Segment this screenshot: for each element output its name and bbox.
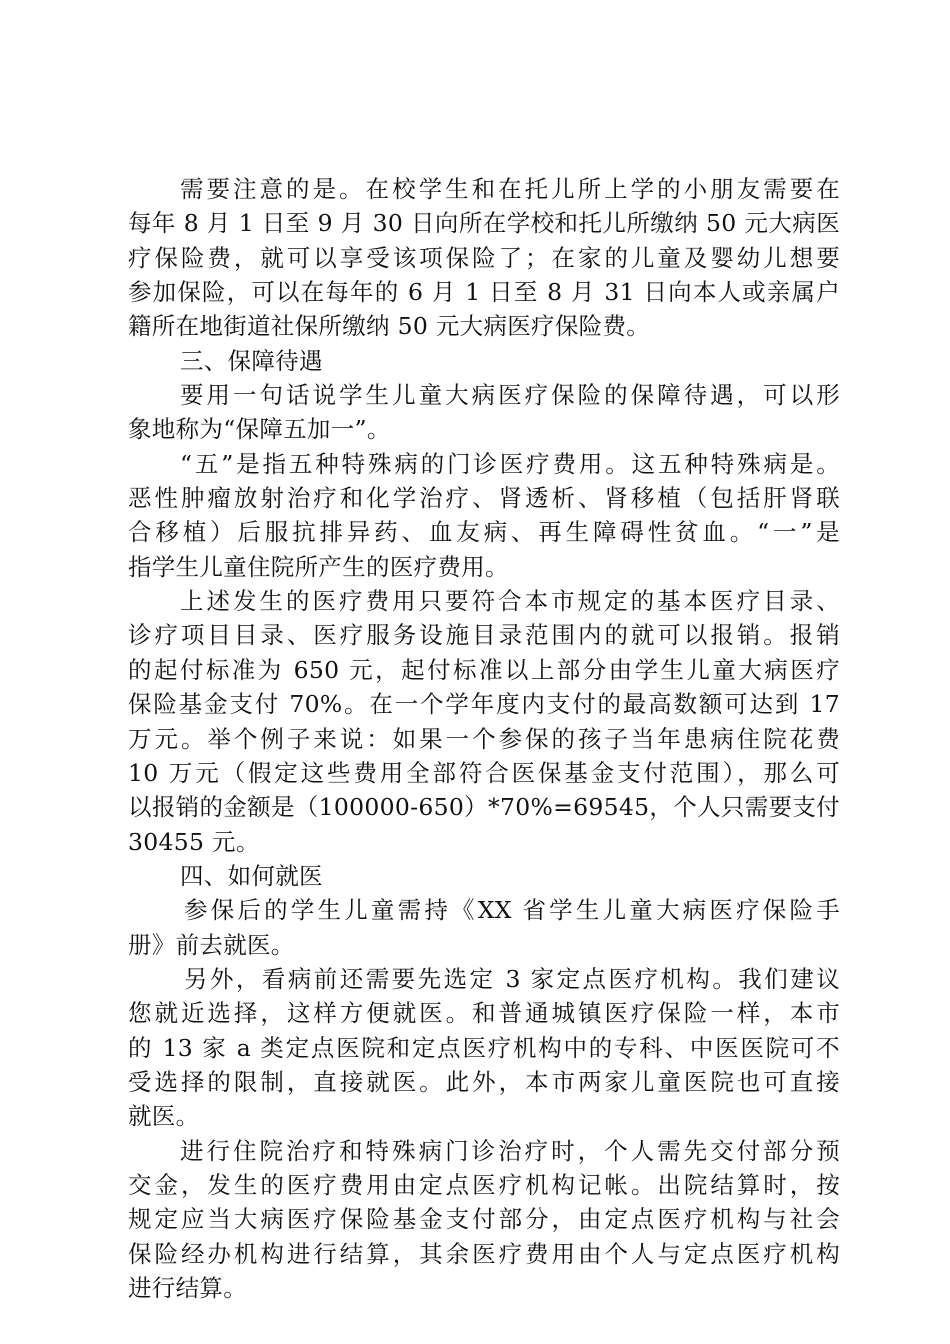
paragraph-line: 的 13 家 a 类定点医院和定点医疗机构中的专科、中医医院可不 (128, 1033, 840, 1062)
paragraph-line: 保险基金支付 70%。在一个学年度内支付的最高数额可达到 17 (128, 690, 840, 719)
paragraph-line: 象地称为“保障五加一”。 (128, 415, 391, 444)
paragraph-line: 交金，发生的医疗费用由定点医疗机构记帐。出院结算时，按 (128, 1170, 840, 1199)
paragraph-line: 籍所在地街道社保所缴纳 50 元大病医疗保险费。 (128, 312, 651, 341)
paragraph-line: 恶性肿瘤放射治疗和化学治疗、肾透析、肾移植（包括肝肾联 (128, 484, 840, 513)
paragraph-line: 您就近选择，这样方便就医。和普通城镇医疗保险一样，本市 (128, 999, 840, 1028)
paragraph-line: 30455 元。 (128, 827, 260, 856)
paragraph-line: 进行结算。 (128, 1274, 247, 1302)
paragraph-line: 册》前去就医。 (128, 930, 295, 959)
paragraph-line: “五”是指五种特殊病的门诊医疗费用。这五种特殊病是。 (180, 449, 840, 478)
paragraph-line: 受选择的限制，直接就医。此外，本市两家儿童医院也可直接 (128, 1067, 840, 1096)
paragraph-line: 保险经办机构进行结算，其余医疗费用由个人与定点医疗机构 (128, 1239, 840, 1268)
section-heading-4: 四、如何就医 (180, 861, 323, 890)
paragraph-line: 参保后的学生儿童需持《XX 省学生儿童大病医疗保险手 (184, 896, 840, 925)
paragraph-line: 规定应当大病医疗保险基金支付部分，由定点医疗机构与社会 (128, 1205, 840, 1234)
document-body (128, 172, 840, 1305)
paragraph-line: 另外，看病前还需要先选定 3 家定点医疗机构。我们建议 (184, 964, 840, 993)
paragraph-line: 需要注意的是。在校学生和在托儿所上学的小朋友需要在 (180, 175, 840, 203)
paragraph-line: 以报销的金额是（100000-650）*70%=69545，个人只需要支付 (128, 793, 840, 822)
paragraph-line: 10 万元（假定这些费用全部符合医保基金支付范围），那么可 (128, 758, 840, 787)
paragraph-line: 要用一句话说学生儿童大病医疗保险的保障待遇，可以形 (180, 381, 840, 410)
section-heading-3: 三、保障待遇 (180, 346, 323, 375)
paragraph-line: 进行住院治疗和特殊病门诊治疗时，个人需先交付部分预 (180, 1136, 840, 1165)
paragraph-line: 指学生儿童住院所产生的医疗费用。 (128, 552, 509, 581)
paragraph-line: 的起付标准为 650 元，起付标准以上部分由学生儿童大病医疗 (128, 655, 840, 684)
paragraph-line: 参加保险，可以在每年的 6 月 1 日至 8 月 31 日向本人或亲属户 (128, 278, 840, 307)
paragraph-line: 万元。举个例子来说：如果一个参保的孩子当年患病住院花费 (128, 724, 840, 753)
paragraph-line: 疗保险费，就可以享受该项保险了；在家的儿童及婴幼儿想要 (128, 243, 840, 272)
paragraph-line: 合移植）后服抗排异药、血友病、再生障碍性贫血。“一”是 (128, 518, 840, 547)
paragraph-line: 每年 8 月 1 日至 9 月 30 日向所在学校和托儿所缴纳 50 元大病医 (128, 209, 840, 238)
paragraph-line: 就医。 (128, 1102, 200, 1131)
paragraph-line: 上述发生的医疗费用只要符合本市规定的基本医疗目录、 (180, 587, 840, 616)
paragraph-line: 诊疗项目目录、医疗服务设施目录范围内的就可以报销。报销 (128, 621, 840, 650)
